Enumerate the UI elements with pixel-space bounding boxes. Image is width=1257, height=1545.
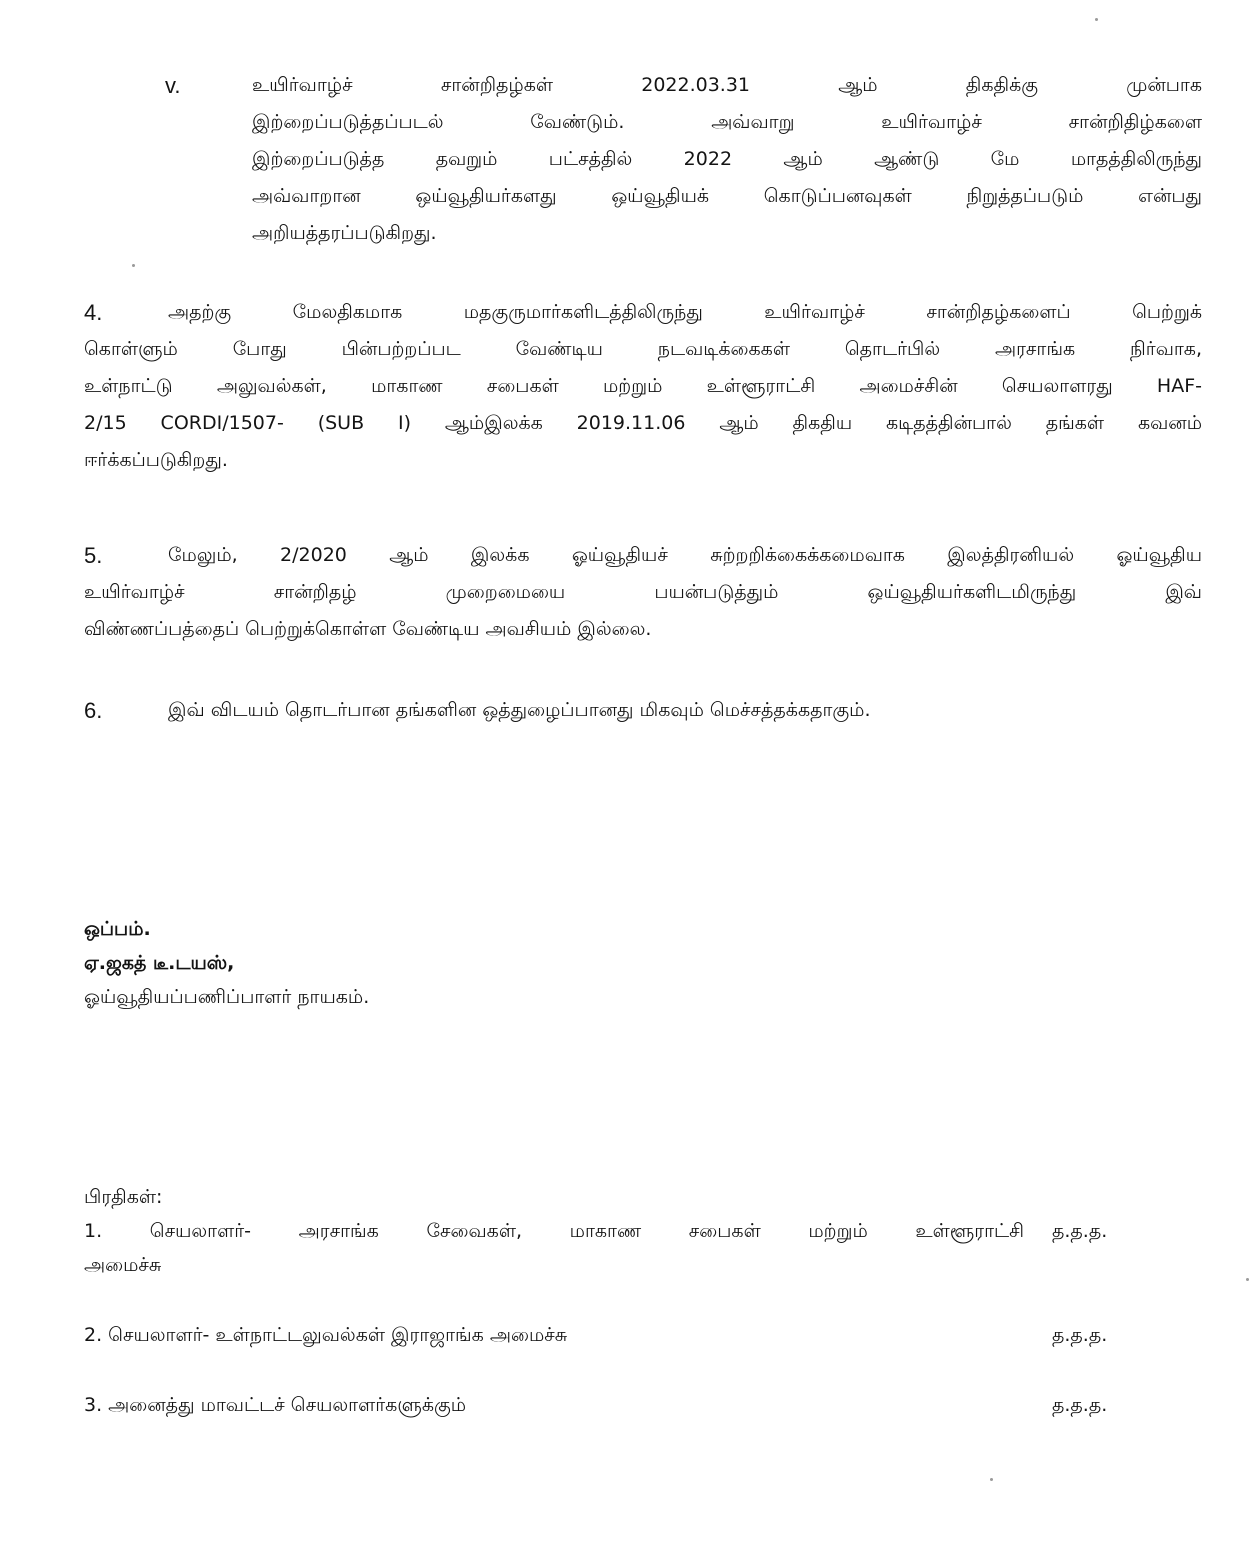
item-v-text [252,67,1202,252]
scan-speck [1246,1278,1249,1281]
copy-item-3-status: த.த.த. [1052,1394,1108,1416]
paragraph-4-line-1: அதற்கு மேலதிகமாக மதகுருமார்களிடத்திலிருந்து உயிர்வாழ்ச் சான்றிதழ்களைப் பெற்றுக் [168,301,1202,323]
paragraph-4-text [84,294,1202,479]
signature-designation: ஓய்வூதியப்பணிப்பாளர் நாயகம். [84,986,370,1008]
signature-block [84,912,684,1014]
copy-item-2 [84,1318,984,1352]
paragraph-4-line-4: 2/15 CORDI/1507- (SUB I) ஆம்இலக்க 2019.11.06 ஆம் திகதிய கடிதத்தின்பால் தங்கள் கவனம் [84,412,1202,434]
copy-item-2-line: 2. செயலாளர்- உள்நாட்டலுவல்கள் இராஜாங்க அமைச்சு [84,1324,568,1346]
signature-name: ஏ.ஜகத் டீ.டயஸ், [84,952,235,974]
paragraph-4-line-3: உள்நாட்டு அலுவல்கள், மாகாண சபைகள் மற்றும் உள்ளூராட்சி அமைச்சின் செயலாளரது HAF- [84,375,1202,397]
copy-item-1-status: த.த.த. [1052,1220,1108,1242]
paragraph-6-number: 6. [84,698,103,723]
scan-speck [1095,18,1098,21]
paragraph-4-line-5: ஈர்க்கப்படுகிறது. [84,449,228,471]
copy-item-1-line-1: 1. செயலாளர்- அரசாங்க சேவைகள், மாகாண சபைகள் மற்றும் உள்ளூராட்சி [84,1220,1024,1242]
copies-heading: பிரதிகள்: [84,1186,163,1208]
item-v-line-3: இற்றைப்படுத்த தவறும் பட்சத்தில் 2022 ஆம் ஆண்டு மே மாதத்திலிருந்து [252,148,1202,170]
scan-speck [132,264,135,267]
item-v-marker: v. [165,73,181,98]
paragraph-5-line-1: மேலும், 2/2020 ஆம் இலக்க ஓய்வூதியச் சுற்றறிக்கைக்கமைவாக இலத்திரனியல் ஓய்வூதிய [168,544,1202,566]
paragraph-4-line-2: கொள்ளும் போது பின்பற்றப்பட வேண்டிய நடவடிக்கைகள் தொடர்பில் அரசாங்க நிர்வாக, [84,338,1202,360]
copy-item-2-status: த.த.த. [1052,1324,1108,1346]
paragraph-6-line: இவ் விடயம் தொடர்பான தங்களின ஒத்துழைப்பானது மிகவும் மெச்சத்தக்கதாகும். [168,699,871,721]
paragraph-5-line-3: விண்ணப்பத்தைப் பெற்றுக்கொள்ள வேண்டிய அவசியம் இல்லை. [84,618,652,640]
copy-item-1-line-2: அமைச்சு [84,1254,162,1276]
paragraph-5-text [84,537,1202,648]
copy-item-3 [84,1388,984,1422]
scan-speck [990,1478,993,1481]
item-v-line-1: உயிர்வாழ்ச் சான்றிதழ்கள் 2022.03.31 ஆம் திகதிக்கு முன்பாக [252,74,1202,96]
item-v-line-4: அவ்வாறான ஒய்வூதியர்களது ஒய்வூதியக் கொடுப்பனவுகள் நிறுத்தப்படும் என்பது [252,185,1202,207]
item-v-line-2: இற்றைப்படுத்தப்படல் வேண்டும். அவ்வாறு உயிர்வாழ்ச் சான்றிதிழ்களை [252,111,1202,133]
item-v-line-5: அறியத்தரப்படுகிறது. [252,222,437,244]
copies-block [84,1180,1144,1282]
paragraph-6-text [168,692,1202,729]
signature-signed: ஒப்பம். [84,918,151,940]
paragraph-4-number: 4. [84,300,103,325]
paragraph-5-line-2: உயிர்வாழ்ச் சான்றிதழ் முறைமையை பயன்படுத்தும் ஒய்வூதியர்களிடமிருந்து இவ் [84,581,1202,603]
copy-item-3-line: 3. அனைத்து மாவட்டச் செயலாளர்களுக்கும் [84,1394,467,1416]
paragraph-5-number: 5. [84,543,103,568]
